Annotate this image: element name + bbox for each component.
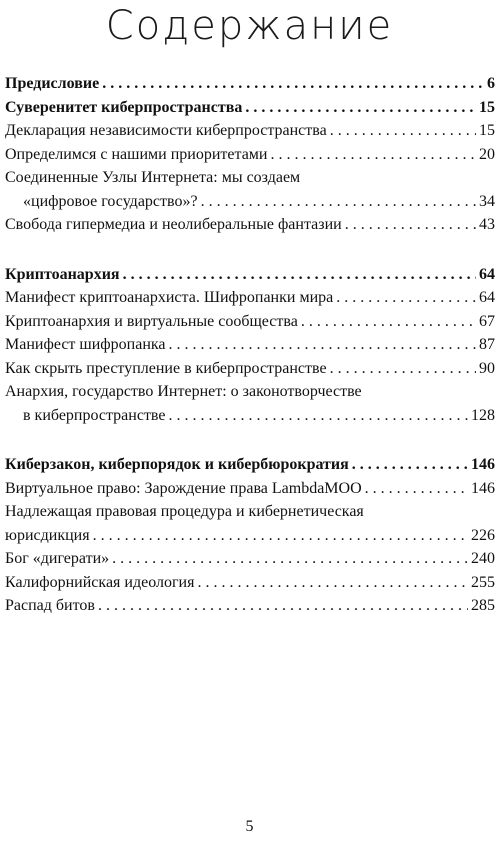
dot-leader [102, 72, 484, 96]
toc-entry-title: «цифровое государство»? [23, 192, 198, 210]
toc-entry[interactable] [5, 119, 495, 143]
toc-entry-page: 146 [471, 456, 495, 473]
toc-entry-title-line1[interactable]: Надлежащая правовая процедура и кибернетическая [5, 503, 364, 520]
toc-entry[interactable] [5, 547, 495, 571]
toc-entry-page: 87 [479, 336, 495, 353]
page-title: Содержание [105, 3, 394, 49]
dot-leader [336, 286, 476, 310]
toc-entry-title: Свобода гипермедиа и неолиберальные фантазии [5, 216, 342, 233]
toc-entry[interactable] [5, 571, 495, 595]
toc-entry-page: 226 [471, 526, 495, 544]
toc-entry-page: 15 [479, 122, 495, 139]
toc-entry-page: 15 [479, 98, 495, 116]
toc-entry[interactable] [5, 404, 495, 428]
toc-entry-title: Криптоанархия и виртуальные сообщества [5, 312, 298, 330]
dot-leader [197, 571, 468, 595]
toc-entry[interactable] [5, 524, 495, 548]
toc-entry[interactable] [5, 72, 495, 96]
toc-entry-title: в киберпространстве [23, 406, 166, 424]
table-of-contents [5, 72, 495, 644]
toc-entry[interactable] [5, 143, 495, 167]
dot-leader [201, 190, 476, 214]
toc-entry[interactable] [5, 286, 495, 310]
toc-entry-page: 146 [471, 479, 495, 497]
toc-section-sovereignty [5, 72, 495, 237]
dot-leader [93, 524, 468, 548]
toc-entry[interactable] [5, 310, 495, 334]
toc-entry-title: Калифорнийская идеология [5, 573, 195, 591]
dot-leader [330, 357, 476, 381]
dot-leader [112, 547, 468, 571]
toc-entry[interactable] [5, 477, 495, 501]
toc-entry-page: 64 [479, 265, 495, 283]
toc-entry[interactable] [5, 190, 495, 214]
dot-leader [330, 119, 476, 143]
dot-leader [301, 310, 476, 334]
toc-entry-page: 128 [471, 406, 495, 424]
toc-entry-title: Декларация независимости киберпространства [5, 122, 327, 139]
toc-entry-title: Бог «дигерати» [5, 550, 110, 567]
toc-entry-title: Суверенитет киберпространства [5, 98, 243, 116]
toc-entry-title: Криптоанархия [5, 265, 120, 283]
dot-leader [245, 96, 476, 120]
toc-entry-title: Определимся с нашими приоритетами [5, 145, 268, 163]
toc-section-cyberlaw [5, 453, 495, 618]
toc-entry-title-line1[interactable]: Анархия, государство Интернет: о законотворчестве [5, 383, 362, 400]
toc-entry-page: 6 [487, 75, 495, 92]
dot-leader [123, 263, 476, 287]
toc-entry-page: 43 [479, 216, 495, 233]
dot-leader [169, 404, 469, 428]
dot-leader [365, 477, 468, 501]
toc-entry-title: Виртуальное право: Зарождение права LambdaMOO [5, 479, 362, 497]
toc-entry-title: Как скрыть преступление в киберпространстве [5, 359, 327, 377]
toc-entry-page: 34 [479, 192, 495, 210]
toc-entry-page: 67 [479, 312, 495, 330]
toc-entry[interactable] [5, 213, 495, 237]
toc-entry-title: Манифест криптоанархиста. Шифропанки мира [5, 289, 334, 306]
toc-entry[interactable] [5, 594, 495, 618]
toc-entry-page: 240 [471, 550, 495, 567]
dot-leader [352, 453, 468, 477]
toc-entry-title-line1[interactable]: Соединенные Узлы Интернета: мы создаем [5, 169, 301, 186]
toc-entry-title: Манифест шифропанка [5, 336, 166, 353]
dot-leader [98, 594, 468, 618]
toc-entry-title: Распад битов [5, 597, 95, 614]
toc-entry-page: 20 [479, 145, 495, 163]
toc-entry[interactable] [5, 357, 495, 381]
toc-entry-title: Киберзакон, киберпорядок и кибербюрократия [5, 456, 349, 473]
toc-section-cryptoanarchy [5, 263, 495, 428]
toc-entry-page: 64 [479, 289, 495, 306]
toc-entry[interactable] [5, 96, 495, 120]
toc-entry[interactable] [5, 333, 495, 357]
toc-entry-title: Предисловие [5, 75, 100, 92]
toc-entry[interactable] [5, 453, 495, 477]
toc-entry-page: 285 [471, 597, 495, 614]
toc-entry-page: 255 [471, 573, 495, 591]
page-number: 5 [245, 818, 254, 835]
toc-entry[interactable] [5, 263, 495, 287]
toc-entry-page: 90 [479, 359, 495, 377]
dot-leader [169, 333, 476, 357]
toc-entry-title: юрисдикция [5, 526, 90, 544]
dot-leader [270, 143, 476, 167]
dot-leader [345, 213, 476, 237]
